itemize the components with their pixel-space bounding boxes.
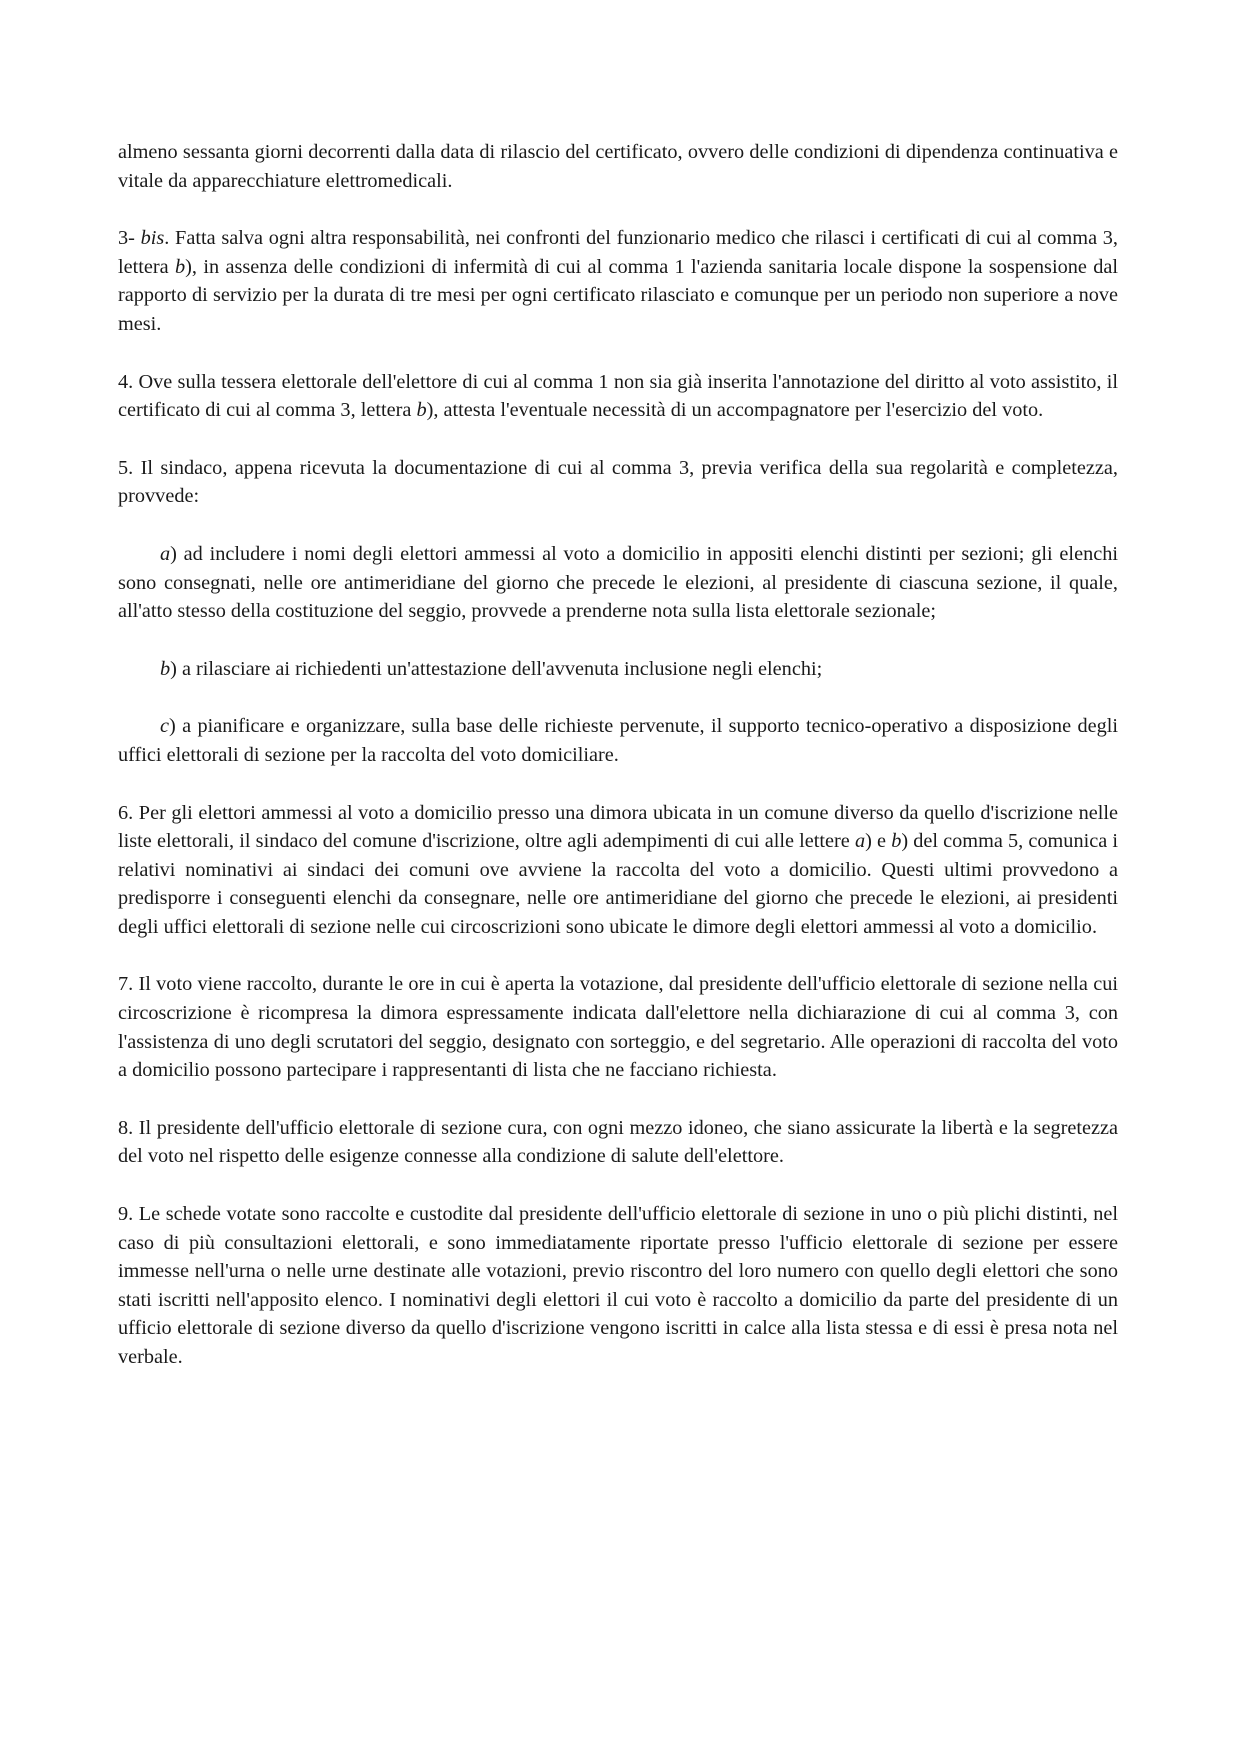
paragraph-3-bis-bis: bis [140,227,165,250]
paragraph-4: 4. Ove sulla tessera elettorale dell'elettore di cui al comma 1 non sia già inserita l'annotazione del diritto al voto assistito, il certificato di cui al comma 3, lettera b), attesta l'eventuale necessità di un accompagnatore per l'esercizio del voto. [118,370,1118,422]
paragraph-3-bis-number: 3- [118,227,141,250]
paragraph-intro: almeno sessanta giorni decorrenti dalla data di rilascio del certificato, ovvero delle condizioni di dipendenza continuativa e vitale da apparecchiature elettromedicali. [118,141,1118,192]
paragraph-8: 8. Il presidente dell'ufficio elettorale di sezione cura, con ogni mezzo idoneo, che siano assicurate la libertà e la segretezza del voto nel rispetto delle esigenze connesse alla condizione di salute dell'elettore. [118,1116,1118,1168]
paragraph-6: 6. Per gli elettori ammessi al voto a domicilio presso una dimora ubicata in un comune diverso da quello d'iscrizione nelle liste elettorali, il sindaco del comune d'iscrizione, oltre agli adempimenti di cui alle lettere a) e b) del comma 5, comunica i relativi nominativi ai sindaci dei comuni ove avviene la raccolta del voto a domicilio. Questi ultimi provvedono a predisporre i conseguenti elenchi da consegnare, nelle ore antimeridiane del giorno che precede le elezioni, ai presidenti degli uffici elettorali di sezione nelle cui circoscrizioni sono ubicate le dimore degli elettori ammessi al voto a domicilio. [118,801,1119,938]
paragraph-5-b: b) a rilasciare ai richiedenti un'attestazione dell'avvenuta inclusione negli elenchi; [160,657,823,680]
paragraph-5: 5. Il sindaco, appena ricevuta la documentazione di cui al comma 3, previa verifica della sua regolarità e completezza, provvede: [118,456,1118,508]
paragraph-3-bis: 3- bis. Fatta salva ogni altra responsabilità, nei confronti del funzionario medico che rilasci i certificati di cui al comma 3, lettera b), in assenza delle condizioni di infermità di cui al comma 1 l'azienda sanitaria locale dispone la sospensione dal rapporto di servizio per la durata di tre mesi per ogni certificato rilasciato e comunque per un periodo non superiore a nove mesi. [118,227,1119,335]
paragraph-5-c: c) a pianificare e organizzare, sulla base delle richieste pervenute, il supporto tecnico-operativo a disposizione degli uffici elettorali di sezione per la raccolta del voto domiciliare. [118,715,1118,766]
paragraph-9: 9. Le schede votate sono raccolte e custodite dal presidente dell'ufficio elettorale di sezione in uno o più plichi distinti, nel caso di più consultazioni elettorali, e sono immediatamente riportate presso l'ufficio elettorale di sezione per essere immesse nell'urna o nelle urne destinate alle votazioni, previo riscontro del loro numero con quello degli elettori che sono stati iscritti nell'apposito elenco. I nominativi degli elettori il cui voto è raccolto a domicilio da parte del presidente di un ufficio elettorale di sezione diverso da quello d'iscrizione vengono iscritti in calce alla lista stessa e di essi è presa nota nel verbale. [118,1203,1118,1368]
paragraph-7: 7. Il voto viene raccolto, durante le ore in cui è aperta la votazione, dal presidente dell'ufficio elettorale di sezione nella cui circoscrizione è ricompresa la dimora espressamente indicata dall'elettore nella dichiarazione di cui al comma 3, con l'assistenza di uno degli scrutatori del seggio, designato con sorteggio, e del segretario. Alle operazioni di raccolta del voto a domicilio possono partecipare i rappresentanti di lista che ne facciano richiesta. [118,973,1118,1082]
paragraph-5-a: a) ad includere i nomi degli elettori ammessi al voto a domicilio in appositi elenchi distinti per sezioni; gli elenchi sono consegnati, nelle ore antimeridiane del giorno che precede le elezioni, al presidente di ciascuna sezione, il quale, all'atto stesso della costituzione del seggio, provvede a prenderne nota sulla lista elettorale sezionale; [118,542,1118,623]
document-page [118,138,1118,1372]
